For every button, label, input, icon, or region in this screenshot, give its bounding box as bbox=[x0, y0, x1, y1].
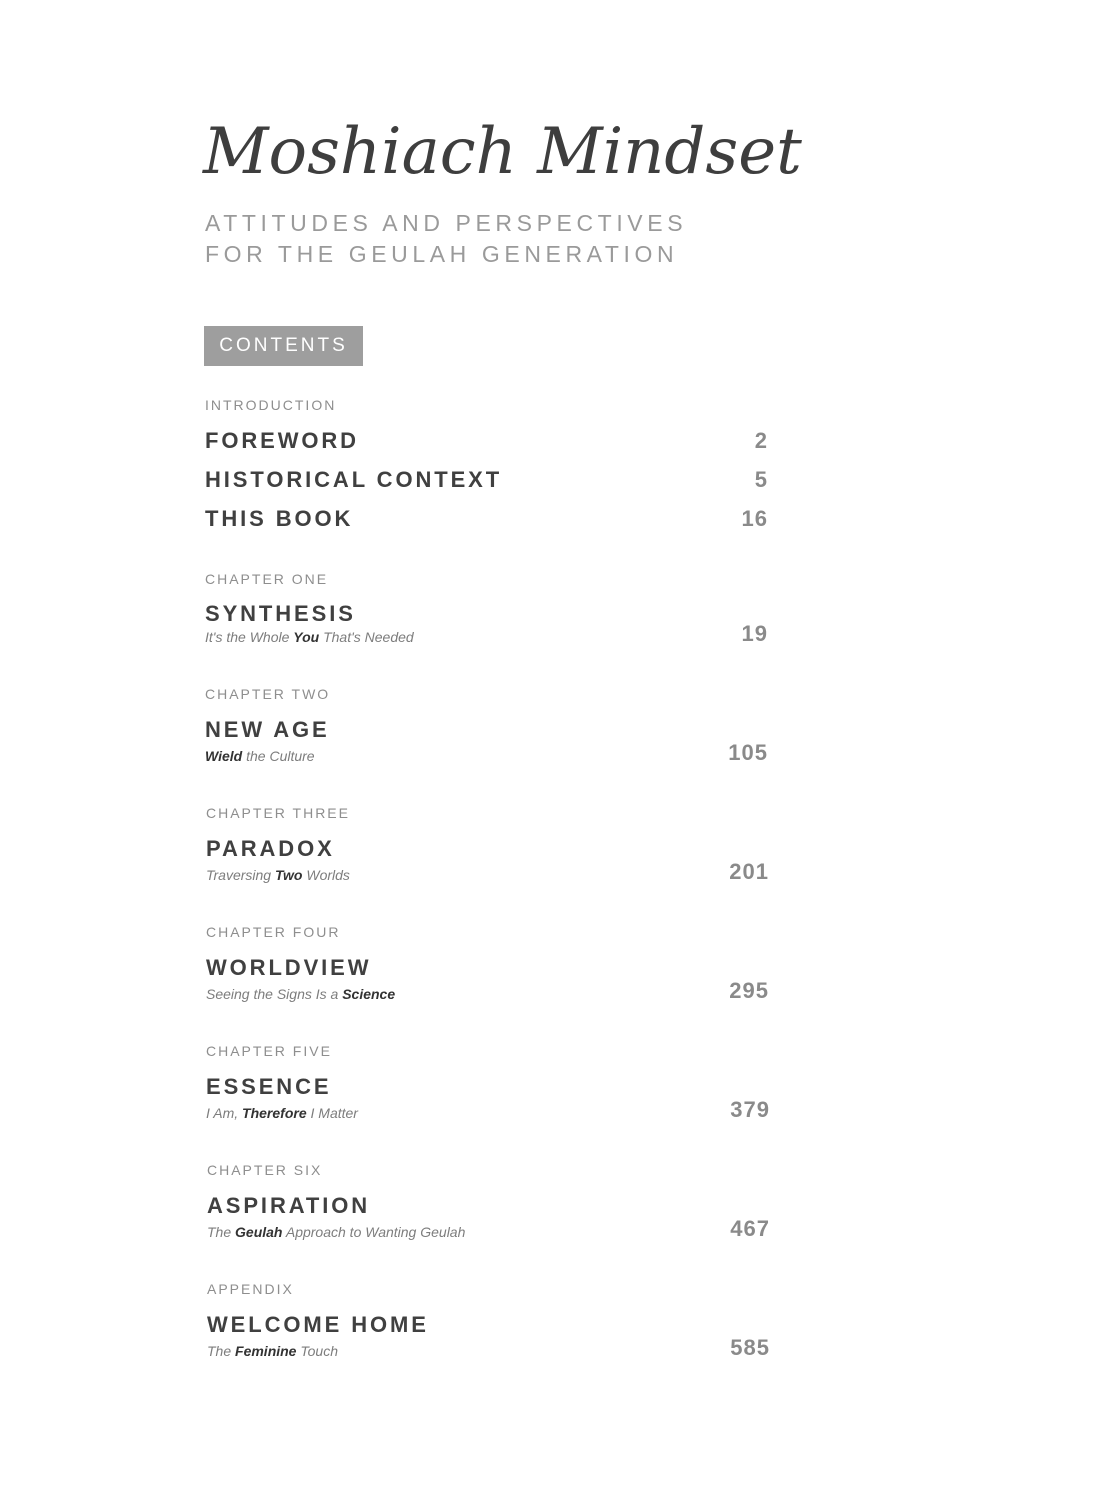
chapter-label: CHAPTER ONE bbox=[205, 571, 329, 587]
chapter-title: WELCOME HOME bbox=[207, 1312, 429, 1337]
chapter-label: CHAPTER SIX bbox=[207, 1162, 323, 1178]
chapter-page-number: 585 bbox=[730, 1335, 770, 1360]
chapter-page-number: 105 bbox=[728, 740, 768, 765]
page-number-this-book: 16 bbox=[741, 506, 768, 531]
page-number-historical-context: 5 bbox=[754, 467, 768, 492]
chapter-label: CHAPTER THREE bbox=[206, 805, 350, 821]
chapter-page-number: 295 bbox=[729, 978, 769, 1003]
chapter-subtitle: Wield the Culture bbox=[205, 748, 315, 764]
chapter-page-number: 467 bbox=[730, 1216, 770, 1241]
chapter-subtitle: I Am, Therefore I Matter bbox=[206, 1105, 358, 1121]
toc-entry-historical-context: HISTORICAL CONTEXT bbox=[205, 467, 503, 492]
chapter-label: CHAPTER TWO bbox=[205, 686, 331, 702]
chapter-title: ASPIRATION bbox=[207, 1193, 371, 1218]
chapter-subtitle: Seeing the Signs Is a Science bbox=[206, 986, 396, 1002]
chapter-subtitle: The Feminine Touch bbox=[207, 1343, 338, 1359]
chapter-title: WORLDVIEW bbox=[206, 955, 372, 980]
chapter-label: CHAPTER FOUR bbox=[206, 924, 341, 940]
book-subtitle bbox=[205, 208, 687, 270]
subtitle-line-1: ATTITUDES AND PERSPECTIVES bbox=[205, 210, 688, 236]
book-title: Moshiach Mindset bbox=[203, 115, 802, 189]
chapter-page-number: 19 bbox=[741, 621, 768, 646]
chapter-subtitle: The Geulah Approach to Wanting Geulah bbox=[207, 1224, 466, 1240]
chapter-title: ESSENCE bbox=[206, 1074, 332, 1099]
chapter-title: SYNTHESIS bbox=[205, 601, 356, 626]
subtitle-line-2: FOR THE GEULAH GENERATION bbox=[205, 241, 679, 267]
chapter-page-number: 379 bbox=[730, 1097, 770, 1122]
contents-heading: CONTENTS bbox=[204, 326, 363, 366]
chapter-title: PARADOX bbox=[206, 836, 335, 861]
chapter-page-number: 201 bbox=[729, 859, 769, 884]
chapter-subtitle: It's the Whole You That's Needed bbox=[205, 629, 414, 645]
section-label-introduction: INTRODUCTION bbox=[205, 397, 337, 413]
chapter-label: CHAPTER FIVE bbox=[206, 1043, 332, 1059]
page-number-foreword: 2 bbox=[754, 428, 768, 453]
chapter-label: APPENDIX bbox=[207, 1281, 294, 1297]
toc-entry-foreword: FOREWORD bbox=[205, 428, 359, 453]
toc-entry-this-book: THIS BOOK bbox=[205, 506, 354, 531]
chapter-subtitle: Traversing Two Worlds bbox=[206, 867, 350, 883]
chapter-title: NEW AGE bbox=[205, 717, 330, 742]
